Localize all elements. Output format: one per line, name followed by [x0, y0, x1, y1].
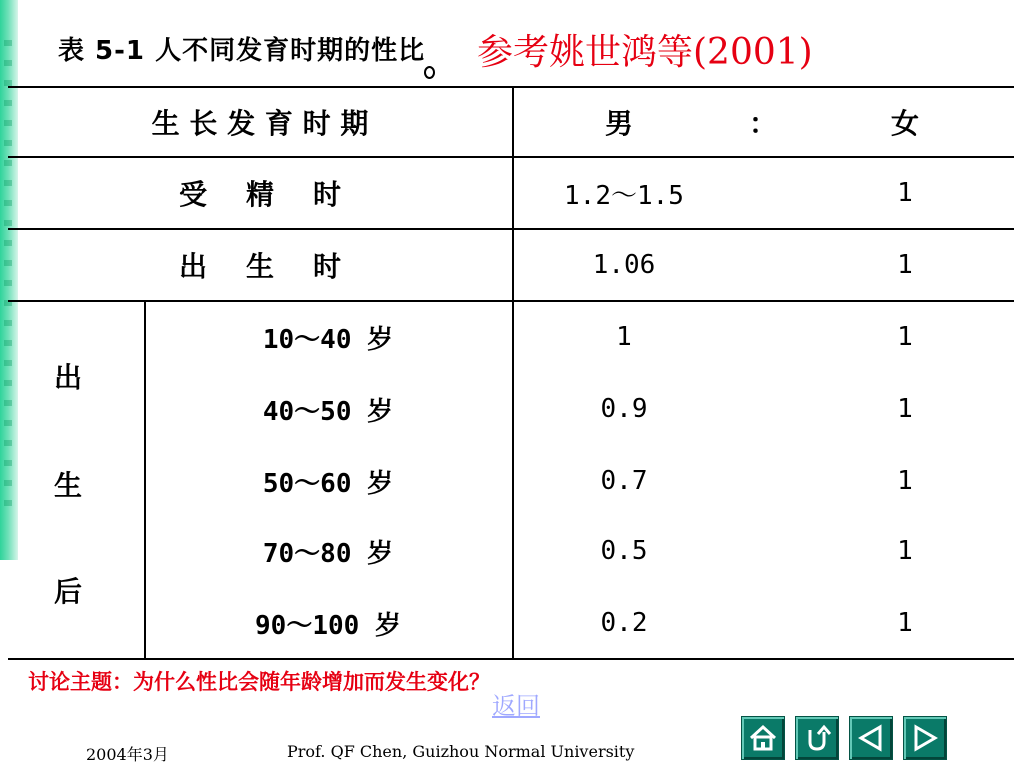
header-female: 女: [890, 107, 919, 140]
stage-char: 生: [54, 469, 83, 502]
table-bottom-rule: [8, 658, 1014, 660]
row-male-value: 0.7: [600, 466, 648, 496]
stray-mark: [424, 66, 435, 79]
row-female-value: 1: [897, 250, 913, 280]
row-female-value: 1: [897, 394, 913, 424]
table-caption: 表 5-1 人不同发育时期的性比: [58, 36, 426, 66]
table-stage-rule: [144, 300, 146, 660]
footer-author: Prof. QF Chen, Guizhou Normal University: [287, 742, 635, 761]
row-male-value: 1: [616, 322, 632, 352]
previous-icon: [855, 722, 887, 754]
discussion-question: 讨论主题：为什么性比会随年龄增加而发生变化？: [28, 670, 490, 694]
footer-date: 2004年3月: [86, 745, 169, 764]
header-period: 生 长 发 育 时 期: [151, 107, 369, 140]
row-female-value: 1: [897, 178, 913, 208]
age-range: 70～80 岁: [262, 538, 394, 569]
reference-title: 参考姚世鸿等(2001): [477, 32, 813, 73]
next-icon: [909, 722, 941, 754]
return-icon: [801, 722, 833, 754]
age-range: 90～100 岁: [255, 610, 401, 641]
age-range: 10～40 岁: [262, 324, 394, 355]
row-male-value: 0.5: [600, 536, 648, 566]
stage-char: 后: [54, 575, 83, 608]
return-button[interactable]: [795, 716, 839, 760]
header-separator: ：: [748, 107, 777, 140]
next-button[interactable]: [903, 716, 947, 760]
row-female-value: 1: [897, 536, 913, 566]
row-male-value: 0.9: [600, 394, 648, 424]
age-range: 50～60 岁: [262, 468, 394, 499]
sex-ratio-table: [8, 86, 1014, 662]
header-male: 男: [604, 107, 633, 140]
row-male-value: 1.06: [592, 250, 656, 280]
age-range: 40～50 岁: [262, 396, 394, 427]
row-label-birth: 出 生 时: [179, 250, 341, 283]
row-male-value: 0.2: [600, 608, 648, 638]
home-icon: [747, 722, 779, 754]
row-female-value: 1: [897, 608, 913, 638]
return-link[interactable]: 返回: [492, 692, 540, 720]
row-label-fertilization: 受 精 时: [179, 178, 341, 211]
home-button[interactable]: [741, 716, 785, 760]
row-female-value: 1: [897, 322, 913, 352]
row-female-value: 1: [897, 466, 913, 496]
stage-char: 出: [54, 361, 83, 394]
slide-navigation: [741, 716, 947, 760]
previous-button[interactable]: [849, 716, 893, 760]
row-male-value: 1.2～1.5: [564, 180, 684, 211]
